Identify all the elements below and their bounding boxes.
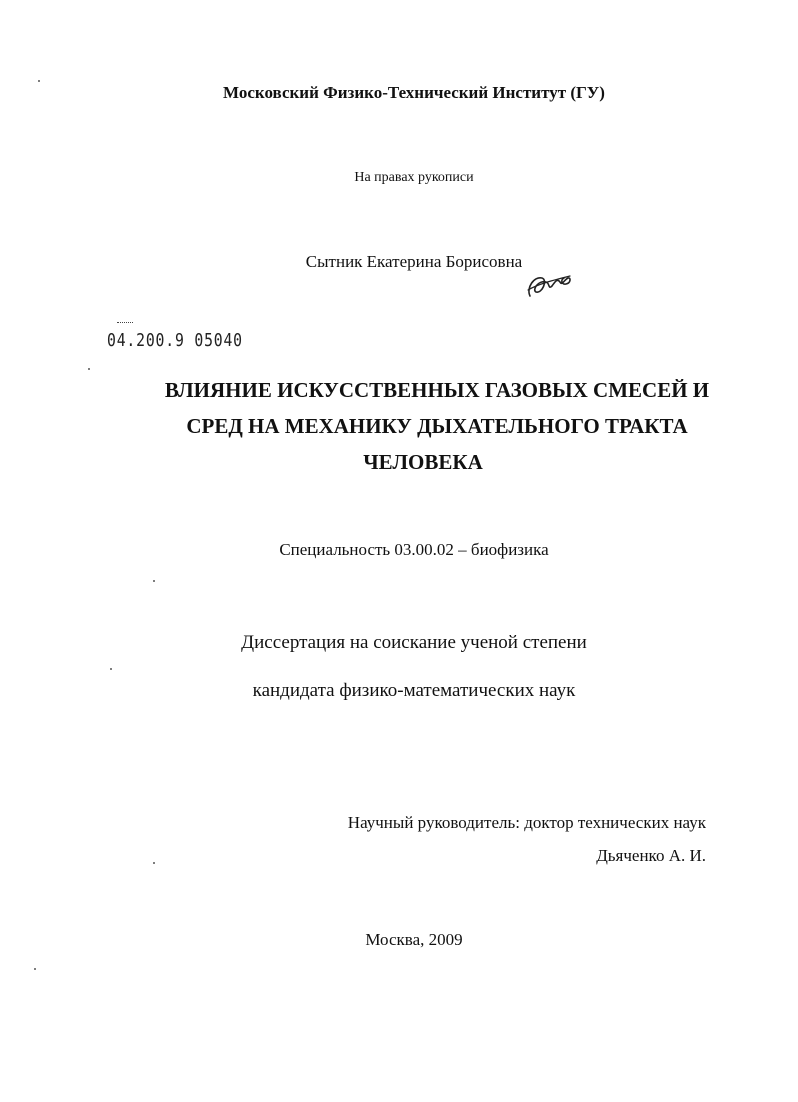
scan-speck [153,862,155,864]
institute-name: Московский Физико-Технический Институт (ГУ) [223,83,605,102]
registration-stamp: 04.200.9 05040 [107,330,243,351]
dissertation-line-1: Диссертация на соискание ученой степени [241,632,587,653]
rights-note: На правах рукописи [354,170,474,185]
specialty: Специальность 03.00.02 – биофизика [279,540,549,559]
title-line-2: СРЕД НА МЕХАНИКУ ДЫХАТЕЛЬНОГО ТРАКТА [186,414,688,438]
title-line-1: ВЛИЯНИЕ ИСКУССТВЕННЫХ ГАЗОВЫХ СМЕСЕЙ И [164,378,710,402]
supervisor-name: Дьяченко А. И. [596,846,706,865]
author-signature [524,268,574,302]
scan-speck [88,368,90,370]
city-year: Москва, 2009 [365,930,463,949]
scan-speck [38,80,40,82]
title-line-3: ЧЕЛОВЕКА [363,450,483,474]
dissertation-line-2: кандидата физико-математических наук [252,680,576,701]
stamp-mark [117,322,133,325]
supervisor-role: Научный руководитель: доктор технических наук [347,813,706,832]
scan-speck [34,968,36,970]
scan-speck [153,580,155,582]
scan-speck [110,668,112,670]
author-name: Сытник Екатерина Борисовна [305,252,523,271]
